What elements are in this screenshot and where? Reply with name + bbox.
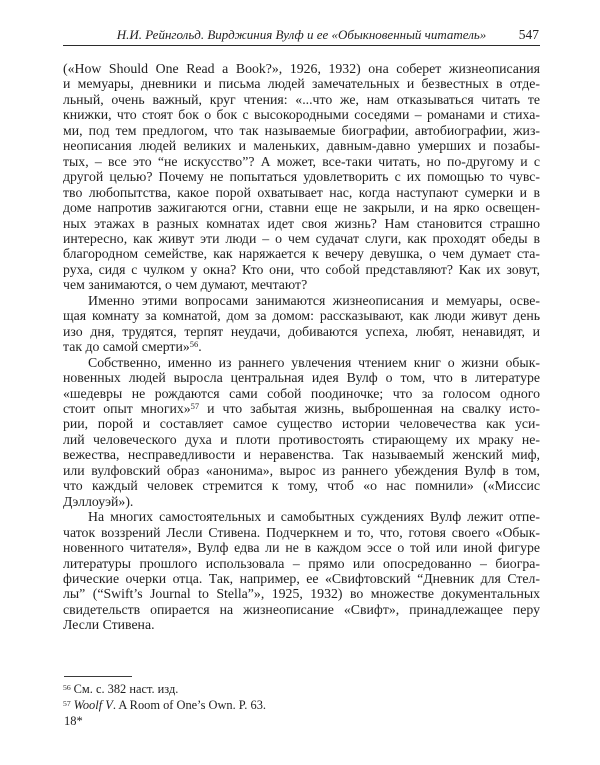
text-line: тых, – все это “не искусство”? А может, все-таки читать, но по-другому и с — [63, 153, 540, 169]
paragraph — [63, 355, 540, 510]
text-line: Именно этими вопросами занимаются жизнеописания и мемуары, осве- — [88, 292, 540, 308]
text-line: щая комнату за комнатой, дом за домом: рассказывают, как люди живут день — [63, 308, 540, 324]
text-line: фические очерки отца. Так, например, ее «Свифтовский “Дневник для Стел- — [63, 570, 540, 586]
text-line: Лесли Стивена. — [63, 617, 155, 633]
paragraph — [63, 509, 540, 633]
text-line: рии, порой и составляет самое существо истории человечества как уси- — [63, 416, 540, 432]
text-line: ми, под тем предлогом, что так называемые биографии, автобиографии, жиз- — [63, 122, 540, 138]
body-text — [63, 61, 540, 633]
header-rule — [63, 45, 540, 46]
text-line: льный, очень важный, круг чтения: «...что же, нам отказываться читать те — [63, 91, 540, 107]
running-title: Н.И. Рейнгольд. Вирджиния Вулф и ее «Обыкновенный читатель» — [116, 27, 487, 42]
text-line: («How Should One Read a Book?», 1926, 1932) она соберет жизнеописания — [63, 61, 540, 76]
text-line: чем занимаются, о чем думают, мечтают? — [63, 277, 308, 293]
text-line: руха, сидя с чулком у окна? Кто они, что собой представляют? Как их зовут, — [63, 261, 540, 277]
text-line: неописания людей великих и маленьких, давным-давно умерших и позабы- — [63, 138, 540, 154]
text-line: новенных людей выросла центральная идея Вулф о том, что в литературе — [63, 370, 540, 386]
text-line: интересно, как живут эти люди – о чем судачат слуги, как проходят обеды в — [63, 230, 540, 246]
printer-signature: 18* — [64, 714, 83, 728]
text-line: или вулфовский образ «анонима», вырос из раннего убеждения Вулф в том, — [63, 462, 540, 478]
page-number: 547 — [518, 27, 539, 42]
text-line: стоит опыт многих»$^{57}$ и что забытая жизнь, выброшенная на свалку исто- — [63, 400, 540, 416]
text-line: лы” (“Swift’s Journal to Stella”», 1925, 1932) во множестве документальных — [63, 586, 540, 602]
footnote-reference: 57 — [190, 401, 200, 412]
text-line: тво любопытства, какое порой охватывает нас, когда наступают сумерки и в — [63, 184, 540, 200]
text-line: благородном семействе, как наряжается к вечеру девушка, о чем думает ста- — [63, 246, 540, 262]
footnote-reference: 56 — [189, 339, 199, 350]
text-line: чаток воззрений Лесли Стивена. Подчеркнем и то, что, готовя своего «Обык- — [63, 524, 540, 540]
text-line: изо дня, трудятся, терпят неудачи, добиваются успеха, любят, ненавидят, и — [63, 323, 540, 339]
footnote-marker: 56 — [63, 682, 71, 692]
text-line: ных этажах в разных комнатах идет своя жизнь? Нам становится страшно — [63, 215, 540, 231]
paragraph — [63, 61, 540, 293]
text-line: новенного читателя», Вулф едва ли не в каждом эссе о той или иной фигуре — [63, 540, 540, 556]
text-line: другой целью? Почему не попытаться удовлетворить с их помощью то чувс- — [63, 169, 540, 185]
text-line: На многих самостоятельных и самобытных суждениях Вулф лежит отпе- — [88, 509, 540, 525]
footnote-separator — [64, 676, 132, 677]
text-line: свидетельств опирается на жизнеописание «Свифт», принадлежащее перу — [63, 601, 540, 617]
text-line: вежества, несправедливости и неравенства. Так называемый женский миф, — [63, 447, 540, 463]
footnote-item: $^{56}$ См. с. 382 наст. изд. — [63, 682, 179, 696]
text-line: литературы прошлого использовала – прямо или опосредованно – биогра- — [63, 555, 540, 571]
footnotes — [63, 681, 540, 713]
text-line: Дэллоуэй»). — [63, 493, 134, 509]
text-line: так до самой смерти»$^{56}$. — [63, 339, 202, 355]
page-header — [63, 27, 540, 45]
text-line: доме напротив зажигаются огни, ставни еще не закрыли, и на ярко освещен- — [63, 200, 540, 216]
text-line: что каждый человек стремится к тому, чтоб «о нас помнили» («Миссис — [63, 478, 540, 494]
text-line: Собственно, именно из раннего увлечения чтением книг о жизни обык- — [88, 354, 540, 370]
text-line: лий человеческого духа и плоти противостоять стирающему их мраку не- — [63, 431, 540, 447]
text-line: и мемуары, дневники и письма людей замечательных и безвестных в отде- — [63, 76, 540, 92]
footnote-marker: 57 — [63, 698, 71, 708]
footnote-item: $^{57}$ Woolf V. A Room of One’s Own. P. 63. — [63, 698, 266, 713]
paragraph — [63, 293, 540, 355]
text-line: книжки, что стоят бок о бок с высокородными соседями – романами и стиха- — [63, 107, 540, 123]
text-line: «шедевры не рождаются сами собой поодиночке; что за голосом одного — [63, 385, 540, 401]
